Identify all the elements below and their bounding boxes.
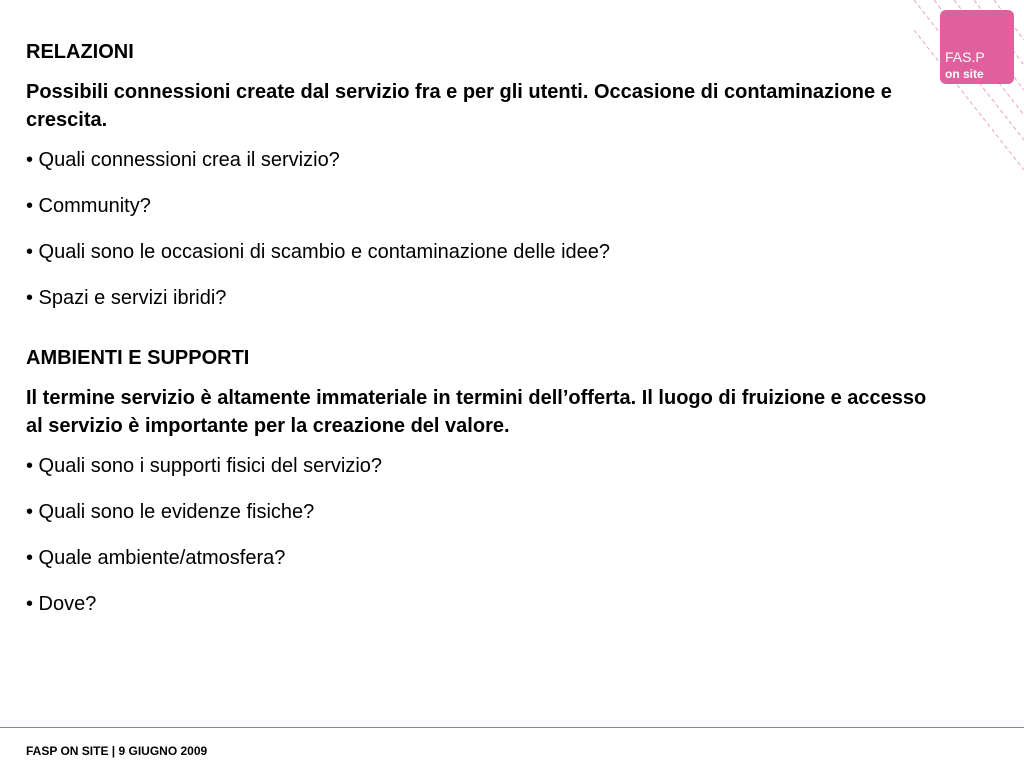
- bullet-item: • Spazi e servizi ibridi?: [26, 287, 227, 309]
- logo-text-line2: on site: [945, 67, 984, 81]
- bullet-item: • Quali connessioni crea il servizio?: [26, 149, 340, 171]
- section-intro-relazioni: Possibili connessioni create dal servizio fra e per gli utenti. Occasione di contaminazione e crescita.: [26, 81, 892, 131]
- bullet-item: • Quali sono le occasioni di scambio e contaminazione delle idee?: [26, 241, 611, 263]
- bullet-item: • Quali sono le evidenze fisiche?: [26, 501, 315, 523]
- section-heading-relazioni: RELAZIONI: [26, 41, 134, 63]
- section-heading-ambienti: AMBIENTI E SUPPORTI: [26, 347, 250, 369]
- bullet-item: • Quali sono i supporti fisici del servizio?: [26, 455, 383, 477]
- bullet-item: • Community?: [26, 195, 151, 217]
- fasp-logo: [940, 10, 1014, 84]
- slide-content: [26, 38, 946, 636]
- section-intro-ambienti: Il termine servizio è altamente immateriale in termini dell’offerta. Il luogo di fruizione e accesso al servizio è importante per la creazione del valore.: [26, 387, 927, 437]
- footer-divider: [0, 727, 1024, 728]
- bullet-item: • Dove?: [26, 593, 97, 615]
- footer-text: FASP ON SITE | 9 GIUGNO 2009: [26, 744, 208, 758]
- bullet-item: • Quale ambiente/atmosfera?: [26, 547, 286, 569]
- logo-text-line1: FAS.P: [945, 49, 985, 65]
